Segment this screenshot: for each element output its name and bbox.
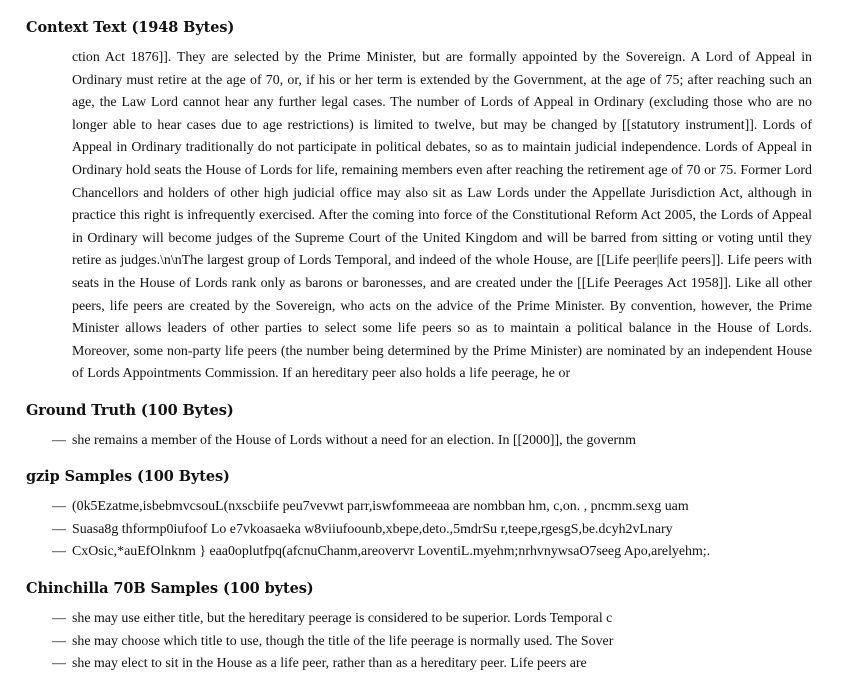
dash-bullet: — [52,633,66,649]
chinchilla-sample: she may elect to sit in the House as a life peer, rather than as a hereditary peer. Life peers are [72,656,587,671]
chinchilla-list [52,608,613,676]
list-item [52,519,710,542]
dash-bullet: — [52,433,66,448]
dash-bullet: — [52,656,66,671]
dash-bullet: — [52,499,66,514]
ground-truth-list [52,430,636,453]
context-paragraph: ction Act 1876]]. They are selected by the Prime Minister, but are formally appointed by the Sovereign. A Lord of Appeal in Ordinary must retire at the age of 70, or, if his or her term is extended by the Government, at the age of 75; after reaching such an age, the Law Lord cannot hear any further legal cases. The number of Lords of Appeal in Ordinary (excluding those who are no longer able to hear cases due to age restrictions) is limited to twelve, but may be changed by [[statutory instrument]]. Lords of Appeal in Ordinary traditionally do not participate in political debates, so as to maintain judicial independence. Lords of Appeal in Ordinary hold seats the House of Lords for life, remaining members even after reaching the retirement age of 70 or 75. Former Lord Chancellors and holders of other high judicial office may also sit as Law Lords under the Appellate Jurisdiction Act, although in practice this right is infrequently exercised. After the coming into force of the Constitutional Reform Act 2005, the Lords of Appeal in Ordinary will become judges of the Supreme Court of the United Kingdom and will be barred from sitting or voting until they retire as judges.\n\nThe largest group of Lords Temporal, and indeed of the whole House, are [[Life peer|life peers]]. Life peers with seats in the House of Lords rank only as barons or baronesses, and are created under the [[Life Peerages Act 1958]]. Like all other peers, life peers are created by the Sovereign, who acts on the advice of the Prime Minister. By convention, however, the Prime Minister allows leaders of other parties to select some life peers so as to maintain a political balance in the House of Lords. Moreover, some non-party life peers (the number being determined by the Prime Minister) are nominated by an independent House of Lords Appointments Commission. If an hereditary peer also holds a life peerage, he or [72,50,812,382]
dash-bullet: — [52,521,66,537]
ground-truth-sample: she remains a member of the House of Lords without a need for an election. In [[2000]], the governm [72,433,636,448]
chinchilla-sample: she may choose which title to use, though the title of the life peerage is normally used. The Sover [72,633,614,649]
chinchilla-heading: Chinchilla 70B Samples (100 bytes) [26,580,314,597]
list-item [52,496,710,519]
gzip-list [52,496,710,564]
list-item [52,608,613,631]
gzip-sample: Suasa8g thformp0iufoof Lo e7vkoasaeka w8viiufoounb,xbepe,deto.,5mdrSu r,teepe,rgesgS,be.dcyh2vLnary [72,521,673,537]
list-item [52,631,613,654]
chinchilla-sample: she may use either title, but the hereditary peerage is considered to be superior. Lords Temporal c [72,611,613,626]
dash-bullet: — [52,611,66,626]
ground-truth-heading: Ground Truth (100 Bytes) [26,402,234,419]
dash-bullet: — [52,544,66,559]
list-item [52,430,636,453]
gzip-sample: CxOsic,*auEfOlnknm } eaa0oplutfpq(afcnuChanm,areovervr LoventiL.myehm;nrhvnywsaO7seeg Apo,arelyehm;. [72,544,711,559]
list-item [52,541,710,564]
context-heading: Context Text (1948 Bytes) [26,19,235,36]
gzip-heading: gzip Samples (100 Bytes) [26,468,230,485]
list-item [52,653,613,676]
gzip-sample: (0k5Ezatme,isbebmvcsouL(nxscbiife peu7vevwt parr,iswfommeeaa are nombban hm, c,on. , pncmm.sexg uam [72,499,689,514]
